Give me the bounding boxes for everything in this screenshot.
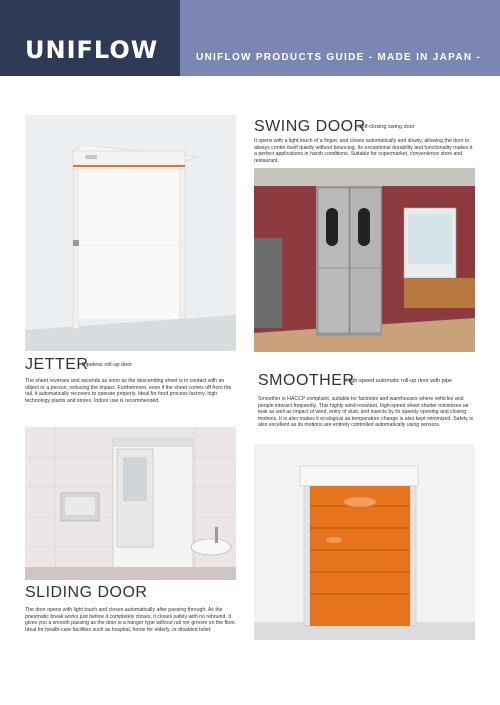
smoother-description: Smoother is HACCP compliant, suitable for factories and warehouses where vehicles and people interact frequently. This highly wind-resistant, high-speed sheet shutter minimizes air leak as well as impact of wind, entry of dust, and insects by its speedy opening and closing motions. It is also makes it ecological as temperature change is also kept minimized. Safety is also excellent as its motions are entirely controlled automatically using sensors.	[258, 396, 474, 429]
smoother-photo	[254, 444, 475, 640]
smoother-subtitle: High-speed automatic roll-up door with pipe	[346, 378, 453, 384]
swing-door-subtitle: Self-closing swing door	[358, 124, 415, 130]
jetter-subtitle: Pipeless roll-up door	[82, 362, 133, 368]
jetter-photo	[25, 115, 236, 351]
swing-door-description: It opens with a light touch of a finger, and closes automatically and slowly, allowing the door to always center itself quietly without bouncing. Its exceptional durability and functionality makes it a perfect applications in harsh conditions. Suitable for supermarket, convenience store and restaurant.	[254, 138, 473, 164]
jetter-description: The sheet reverses and ascends as soon as the descending sheet is in contact with an object or a person, reducing the impact. Furthermore, even if the sheet comes off from the rail, it automatically recovers to operate properly. Ideal for food process factory, high technology plants and stores. Indoor use is recommended.	[25, 378, 232, 404]
smoother-title: SMOOTHER	[258, 372, 355, 389]
sliding-door-title: SLIDING DOOR	[25, 584, 148, 601]
sliding-door-photo	[25, 427, 236, 580]
swing-door-title: SWING DOOR	[254, 118, 366, 135]
header-band	[0, 0, 500, 76]
header-tagline: UNIFLOW PRODUCTS GUIDE - MADE IN JAPAN -	[196, 52, 482, 63]
uniflow-logo: UNIFLOW	[25, 36, 159, 64]
swing-door-photo	[254, 168, 475, 352]
jetter-title: JETTER	[25, 356, 89, 373]
sliding-door-description: The door opens with light touch and closes automatically after passing through. As the pneumatic break works just before it completely closes, it closes safely with no rebound. It gives you a smooth passing as the door is a hanger type without rail nor groove on the floor. Ideal for health-care facilities such as hospital, home for elderly, or disabled toilet.	[25, 607, 236, 633]
